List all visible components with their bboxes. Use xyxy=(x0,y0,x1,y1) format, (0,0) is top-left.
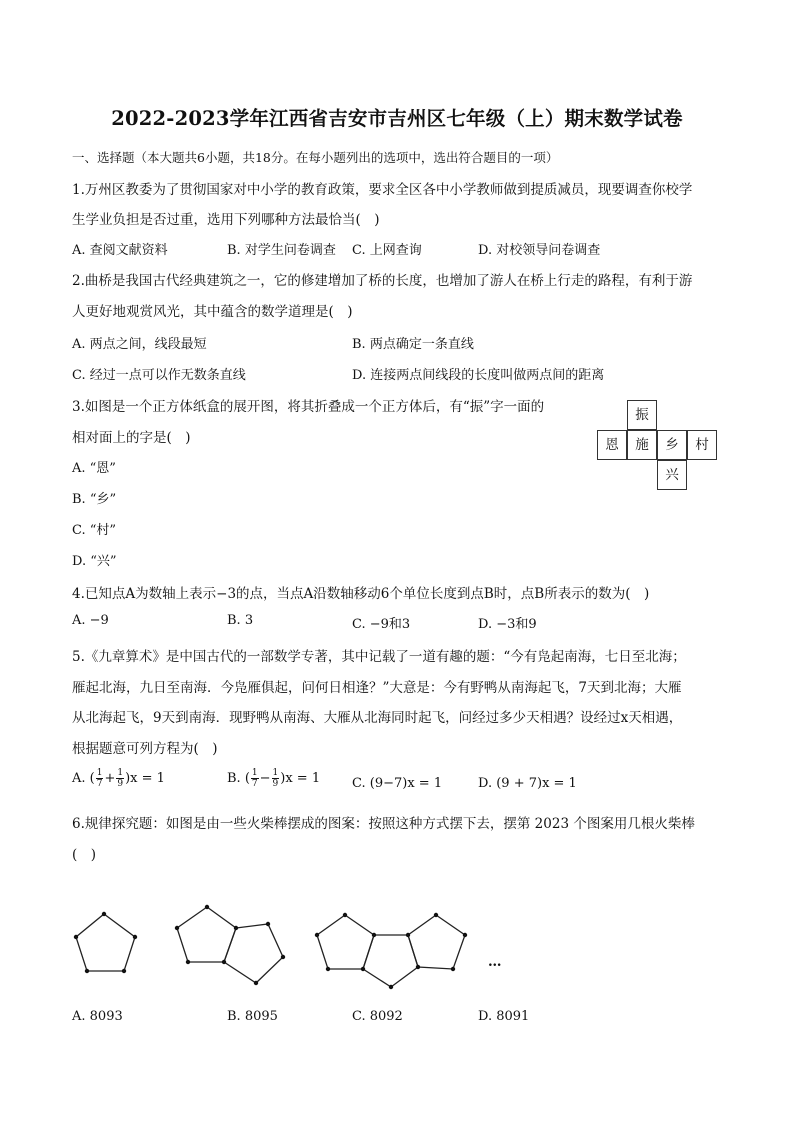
net-cell-bottom: 兴 xyxy=(657,460,687,490)
q5b-suffix: )x = 1 xyxy=(280,771,321,786)
q2-stem-line2: 人更好地观赏风光，其中蕴含的数学道理是( ) xyxy=(72,304,353,320)
q5a-frac2 xyxy=(116,768,124,789)
pentagon-fig2-b xyxy=(224,924,283,983)
q5a-d1: 7 xyxy=(96,779,103,789)
q6-option-c[interactable]: C. 8092 xyxy=(352,1009,403,1024)
q3-stem-line2: 相对面上的字是( ) xyxy=(72,430,191,446)
q3-option-a[interactable]: A. “恩” xyxy=(72,461,116,476)
q6-stem-line1: 6.规律探究题：如图是由一些火柴棒摆成的图案：按照这种方式摆下去，摆第 2023 个图案用几根火柴棒 xyxy=(72,816,695,832)
q5a-frac1 xyxy=(96,768,104,789)
q5b-op: − xyxy=(259,771,271,786)
q5b-d2: 9 xyxy=(272,779,279,789)
q6-option-a[interactable]: A. 8093 xyxy=(72,1009,123,1024)
q5-stem-line3: 从北海起飞，9天到南海．现野鸭从南海、大雁从北海同时起飞，问经过多少天相遇？设经过x天相遇， xyxy=(72,710,683,726)
net-cell-1: 恩 xyxy=(597,430,627,460)
q2-option-c[interactable]: C. 经过一点可以作无数条直线 xyxy=(72,368,246,383)
net-cell-4: 村 xyxy=(687,430,717,460)
q1-option-c[interactable]: C. 上网查询 xyxy=(352,243,422,258)
net-cell-2: 施 xyxy=(627,430,657,460)
pentagon-fig1 xyxy=(76,914,135,971)
q5b-frac2 xyxy=(272,768,280,789)
net-cell-3: 乡 xyxy=(657,430,687,460)
q5-stem-line1: 5.《九章算术》是中国古代的一部数学专著，其中记载了一道有趣的题：“今有凫起南海，七日至北海； xyxy=(72,649,686,665)
figure-ellipsis: … xyxy=(488,954,502,970)
q4-option-d[interactable]: D. −3和9 xyxy=(478,617,537,632)
q5b-prefix: B. ( xyxy=(227,771,250,786)
q5a-prefix: A. ( xyxy=(72,771,95,786)
q2-option-a[interactable]: A. 两点之间，线段最短 xyxy=(72,337,207,352)
cube-net-figure xyxy=(597,400,719,492)
q5b-n2: 1 xyxy=(272,768,279,778)
q5-option-c[interactable]: C. (9−7)x = 1 xyxy=(352,776,443,791)
page-title: 2022-2023学年江西省吉安市吉州区七年级（上）期末数学试卷 xyxy=(111,107,683,130)
pentagon-fig3-c xyxy=(408,915,465,969)
q5a-op: + xyxy=(104,771,116,786)
q5-option-a[interactable] xyxy=(72,768,165,789)
q1-stem-line2: 生学业负担是否过重，选用下列哪种方法最恰当( ) xyxy=(72,212,380,228)
pentagon-fig3-a xyxy=(317,915,374,969)
q5a-n1: 1 xyxy=(96,768,103,778)
q5b-d1: 7 xyxy=(251,779,258,789)
q6-option-d[interactable]: D. 8091 xyxy=(478,1009,530,1024)
pentagon-fig3-b xyxy=(363,935,418,987)
q3-stem-line1: 3.如图是一个正方体纸盒的展开图，将其折叠成一个正方体后，有“振”字一面的 xyxy=(72,399,545,415)
section-heading: 一、选择题（本大题共6小题，共18分。在每小题列出的选项中，选出符合题目的一项） xyxy=(72,150,559,165)
q6-option-b[interactable]: B. 8095 xyxy=(227,1009,278,1024)
q5a-d2: 9 xyxy=(117,779,124,789)
net-cell-top: 振 xyxy=(627,400,657,430)
q3-option-d[interactable]: D. “兴” xyxy=(72,554,117,569)
q6-stem-line2: ( ) xyxy=(72,847,97,863)
q5b-n1: 1 xyxy=(251,768,258,778)
q5-stem-line2: 雁起北海，九日至南海．今凫雁俱起，问何日相逢？”大意是：今有野鸭从南海起飞，7天到北海；大雁 xyxy=(72,680,682,696)
q3-option-b[interactable]: B. “乡” xyxy=(72,492,117,507)
q5a-suffix: )x = 1 xyxy=(125,771,165,786)
q5b-frac1 xyxy=(251,768,259,789)
q4-option-b[interactable]: B. 3 xyxy=(227,613,254,628)
q1-option-a[interactable]: A. 查阅文献资料 xyxy=(72,243,168,258)
pentagon-fig2-a xyxy=(177,907,236,962)
q4-option-c[interactable]: C. −9和3 xyxy=(352,617,411,632)
q1-option-b[interactable]: B. 对学生问卷调查 xyxy=(227,243,336,258)
q1-option-d[interactable]: D. 对校领导问卷调查 xyxy=(478,243,601,258)
q2-option-d[interactable]: D. 连接两点间线段的长度叫做两点间的距离 xyxy=(352,368,605,383)
q5a-n2: 1 xyxy=(117,768,124,778)
q4-stem-line1: 4.已知点A为数轴上表示−3的点，当点A沿数轴移动6个单位长度到点B时，点B所表示的数为( ) xyxy=(72,586,650,602)
q4-option-a[interactable]: A. −9 xyxy=(72,613,109,628)
q2-stem-line1: 2.曲桥是我国古代经典建筑之一，它的修建增加了桥的长度，也增加了游人在桥上行走的路程，有利于游 xyxy=(72,273,693,289)
q5-stem-line4: 根据题意可列方程为( ) xyxy=(72,741,218,757)
q1-stem-line1: 1.万州区教委为了贯彻国家对中小学的教育政策，要求全区各中小学教师做到提质减员，现要调查你校学 xyxy=(72,182,693,198)
q5-option-b[interactable] xyxy=(227,768,320,789)
q3-option-c[interactable]: C. “村” xyxy=(72,523,117,538)
q2-option-b[interactable]: B. 两点确定一条直线 xyxy=(352,337,474,352)
q5-option-d[interactable]: D. (9 + 7)x = 1 xyxy=(478,776,577,791)
